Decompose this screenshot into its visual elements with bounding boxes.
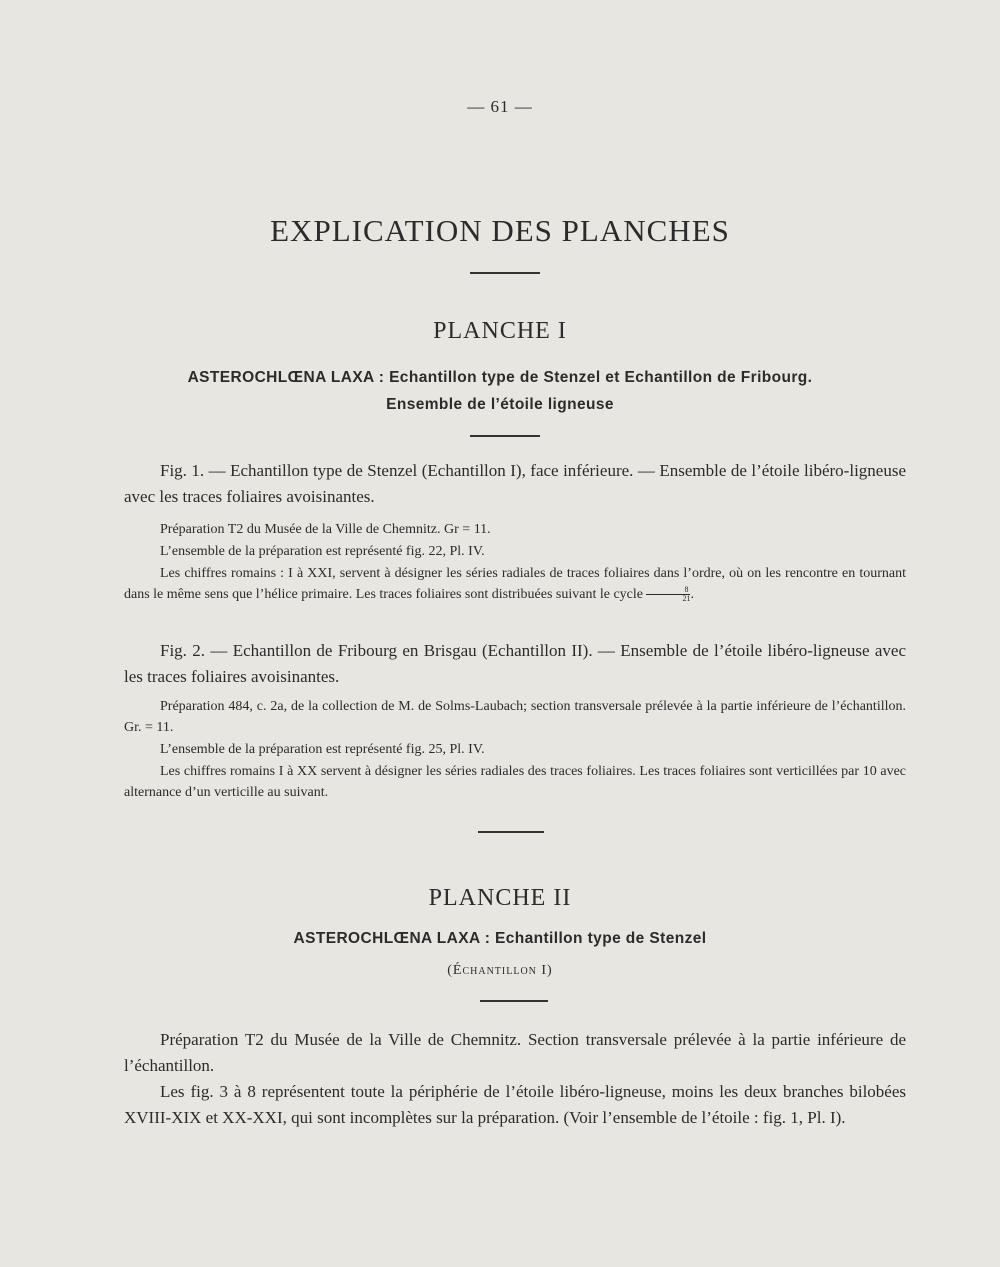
fraction-numerator: 8 bbox=[646, 586, 690, 595]
fig-1-roman-numerals: Les chiffres romains : I à XXI, servent à désigner les séries radiales de traces foliaires dans l’ordre, où on les rencontre en tournant dans le même sens que l’hélice primaire. Les traces foliaires sont distribuées suivant le cycle $\frac{8}{21}$ . bbox=[124, 566, 906, 604]
fig-1-roman-text: Les chiffres romains : I à XXI, servent à désigner les séries radiales de traces foliaires dans l’ordre, où on les rencontre en tournant dans le même sens que l’hélice primaire. Les traces foliaires sont distribuées suivant le cycle bbox=[124, 566, 906, 602]
planche-2-subtitle-rest: Echantillon type de Stenzel bbox=[494, 930, 707, 947]
planche-1-rule bbox=[470, 435, 540, 437]
fraction-denominator: 21 bbox=[682, 594, 691, 604]
fig-2-caption: Fig. 2. — Echantillon de Fribourg en Brisgau (Echantillon II). — Ensemble de l’étoile libéro-ligneuse avec les traces foliaires avoisinantes. bbox=[124, 641, 906, 686]
fig-2-ensemble: L’ensemble de la préparation est représenté fig. 25, Pl. IV. bbox=[160, 742, 485, 757]
section-separator bbox=[478, 831, 544, 833]
planche-1-subtitle-rest: Echantillon type de Stenzel et Echantillon de Fribourg. bbox=[389, 369, 813, 386]
planche-1-heading: PLANCHE I bbox=[433, 318, 567, 344]
fig-1-preparation: Préparation T2 du Musée de la Ville de Chemnitz. Gr = 11. bbox=[160, 522, 491, 537]
fig-1-ensemble: L’ensemble de la préparation est représenté fig. 22, Pl. IV. bbox=[160, 544, 485, 559]
planche-1-subtitle-line2: Ensemble de l’étoile ligneuse bbox=[386, 396, 614, 413]
planche-1-subtitle bbox=[0, 369, 1000, 387]
planche-2-subtitle bbox=[0, 930, 1000, 948]
title-rule bbox=[470, 272, 540, 274]
planche-2-species: ASTEROCHLŒNA LAXA : bbox=[293, 930, 491, 947]
planche-2-rule bbox=[480, 1000, 548, 1002]
cycle-fraction bbox=[646, 586, 690, 603]
fig-2-roman-numerals: Les chiffres romains I à XX servent à désigner les séries radiales des traces foliaires. Les traces foliaires sont verticillées par 10 avec alternance d’un verticille au suivant. bbox=[124, 764, 906, 800]
planche-2-sample: (Échantillon I) bbox=[447, 963, 553, 978]
planche-2-preparation: Préparation T2 du Musée de la Ville de Chemnitz. Section transversale prélevée à la partie inférieure de l’échantillon. bbox=[124, 1030, 906, 1075]
fig-2-preparation: Préparation 484, c. 2a, de la collection de M. de Solms-Laubach; section transversale prélevée à la partie inférieure de l’échantillon. Gr. = 11. bbox=[124, 699, 906, 735]
planche-2-heading: PLANCHE II bbox=[428, 885, 572, 911]
page-number: — 61 — bbox=[467, 97, 533, 116]
fig-1-caption: Fig. 1. — Echantillon type de Stenzel (Echantillon I), face inférieure. — Ensemble de l’étoile libéro-ligneuse avec les traces foliaires avoisinantes. bbox=[124, 461, 906, 506]
page-title: EXPLICATION DES PLANCHES bbox=[270, 213, 730, 248]
planche-2-figures: Les fig. 3 à 8 représentent toute la périphérie de l’étoile libéro-ligneuse, moins les deux branches bilobées XVIII-XIX et XX-XXI, qui sont incomplètes sur la préparation. (Voir l’ensemble de l’étoile : fig. 1, Pl. I). bbox=[124, 1082, 906, 1127]
planche-1-species: ASTEROCHLŒNA LAXA : bbox=[187, 369, 385, 386]
